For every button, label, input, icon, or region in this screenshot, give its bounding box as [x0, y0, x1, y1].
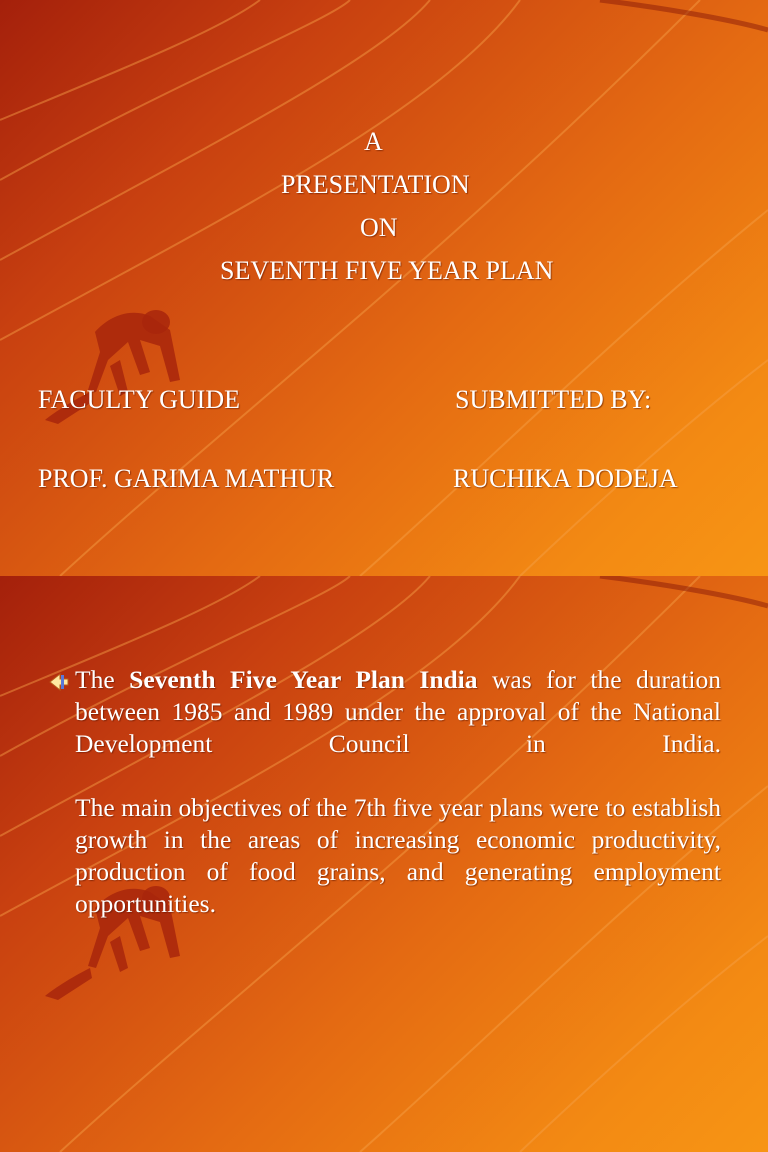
bullet-text-block [75, 664, 721, 920]
bullet-arrow-icon [48, 671, 70, 693]
faculty-guide-label: FACULTY GUIDE [38, 385, 240, 414]
paragraph-2: The main objectives of the 7th five year plans were to establish growth in the areas of increasing economic productivity, production of food grains, and generating employment opportunities. [75, 793, 721, 918]
title-line-3: ON [360, 213, 398, 242]
submitted-by-name: RUCHIKA DODEJA [453, 464, 678, 493]
paragraph-1 [75, 664, 721, 760]
content-slide [0, 576, 768, 1152]
title-line-1: A [364, 127, 383, 156]
submitted-by-label: SUBMITTED BY: [455, 385, 652, 414]
faculty-guide-name: PROF. GARIMA MATHUR [38, 464, 335, 493]
para1-after: was for the duration between 1985 and 1989 under the approval of the National Development Council in India. [75, 665, 721, 758]
para1-bold-term: Seventh Five Year Plan India [129, 665, 478, 694]
title-line-4: SEVENTH FIVE YEAR PLAN [220, 256, 554, 285]
para1-before: The [75, 665, 130, 694]
title-line-2: PRESENTATION [281, 170, 470, 199]
